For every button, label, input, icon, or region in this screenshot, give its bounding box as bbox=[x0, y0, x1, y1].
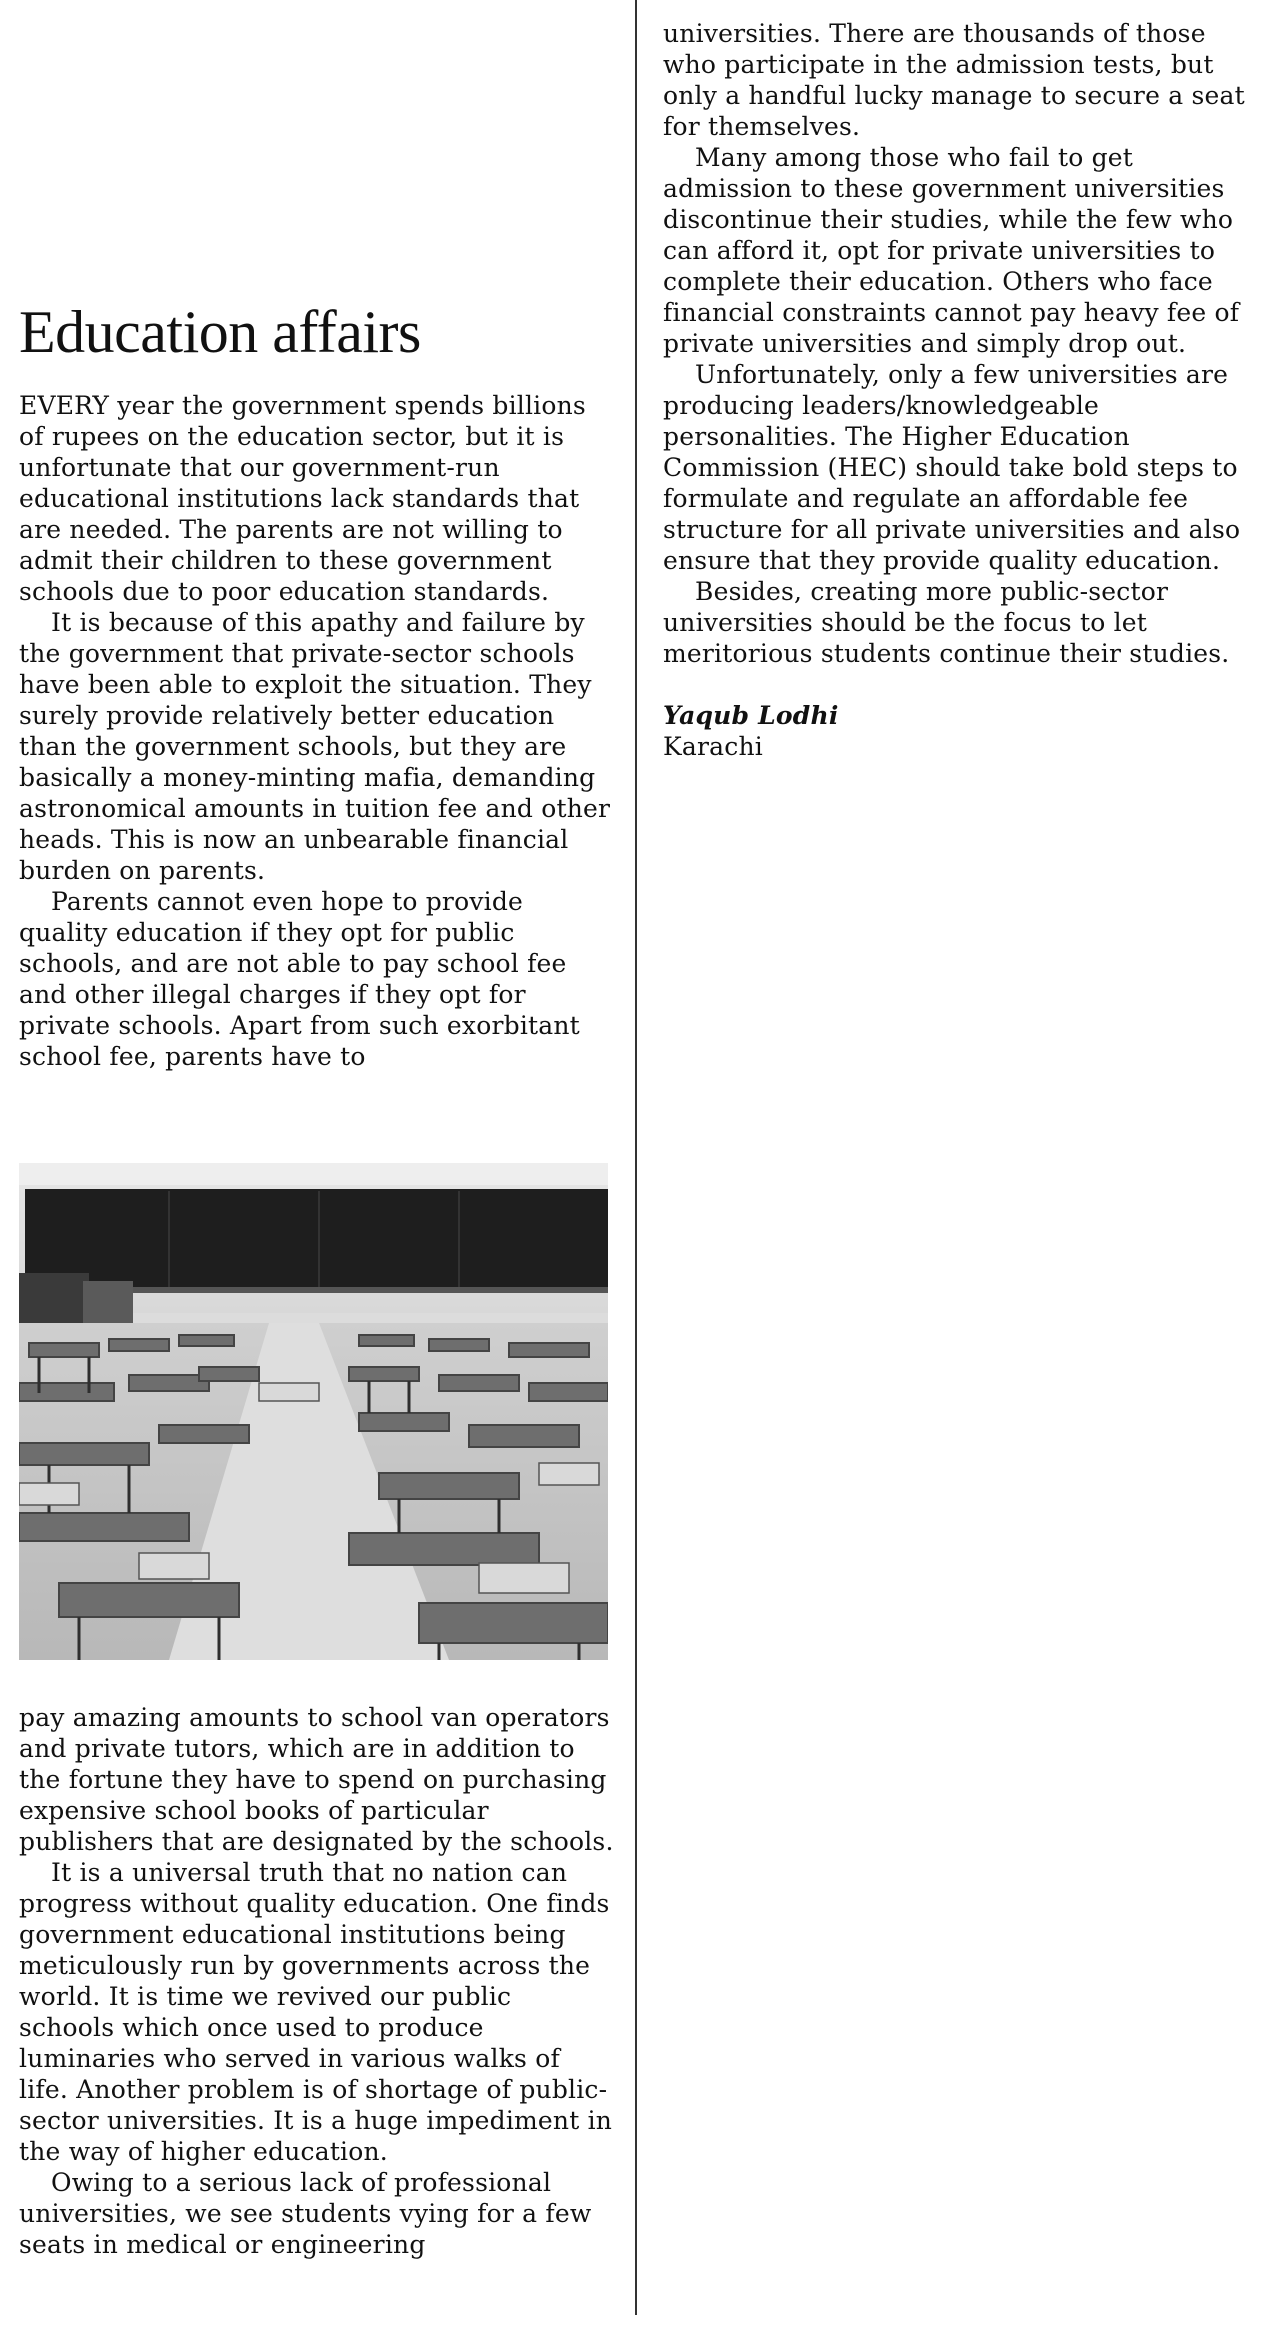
column-divider bbox=[635, 0, 637, 2315]
author-name: Yaqub Lodhi bbox=[663, 701, 839, 730]
paragraph: It is a universal truth that no nation can progress without quality education. One finds government educational institutions being meticulously run by governments across the world. It is time we revived our public schools which once used to produce luminaries who served in various walks of life. Another problem is of shortage of public-sector universities. It is a huge impediment in the way of higher education. bbox=[19, 1858, 613, 2166]
paragraph: pay amazing amounts to school van operators and private tutors, which are in addition to the fortune they have to spend on purchasing expensive school books of particular publishers that are designated by the schools. bbox=[19, 1703, 614, 1856]
right-column bbox=[663, 18, 1258, 762]
article-headline: Education affairs bbox=[19, 299, 421, 365]
paragraph: EVERY year the government spends billions of rupees on the education sector, but it is unfortunate that our government-run educational institutions lack standards that are needed. The parents are not willing to admit their children to these government schools due to poor education standards. bbox=[19, 391, 586, 606]
classroom-photo bbox=[19, 1163, 608, 1660]
paragraph: Parents cannot even hope to provide quality education if they opt for public schools, and are not able to pay school fee and other illegal charges if they opt for private schools. Apart from such exorbitant school fee, parents have to bbox=[19, 887, 580, 1071]
author-signature bbox=[663, 700, 1258, 762]
paragraph: Unfortunately, only a few universities are producing leaders/knowledgeable personalities. The Higher Education Commission (HEC) should take bold steps to formulate and regulate an affordable fee structure for all private universities and also ensure that they provide quality education. bbox=[663, 360, 1241, 575]
author-city: Karachi bbox=[663, 732, 763, 761]
paragraph: Besides, creating more public-sector universities should be the focus to let meritorious students continue their studies. bbox=[663, 577, 1230, 668]
paragraph: Many among those who fail to get admission to these government universities discontinue their studies, while the few who can afford it, opt for private universities to complete their education. Others who face financial constraints cannot pay heavy fee of private universities and simply drop out. bbox=[663, 143, 1240, 358]
paragraph: It is because of this apathy and failure by the government that private-sector schools have been able to exploit the situation. They surely provide relatively better education than the government schools, but they are basically a money-minting mafia, demanding astronomical amounts in tuition fee and other heads. This is now an unbearable financial burden on parents. bbox=[19, 608, 611, 885]
empty-classroom-image bbox=[19, 1163, 608, 1660]
paragraph: universities. There are thousands of those who participate in the admission tests, but only a handful lucky manage to secure a seat for themselves. bbox=[663, 19, 1245, 141]
left-column-top-text bbox=[19, 390, 614, 1072]
left-column-bottom-text bbox=[19, 1702, 614, 2260]
paragraph: Owing to a serious lack of professional universities, we see students vying for a few seats in medical or engineering bbox=[19, 2168, 592, 2259]
